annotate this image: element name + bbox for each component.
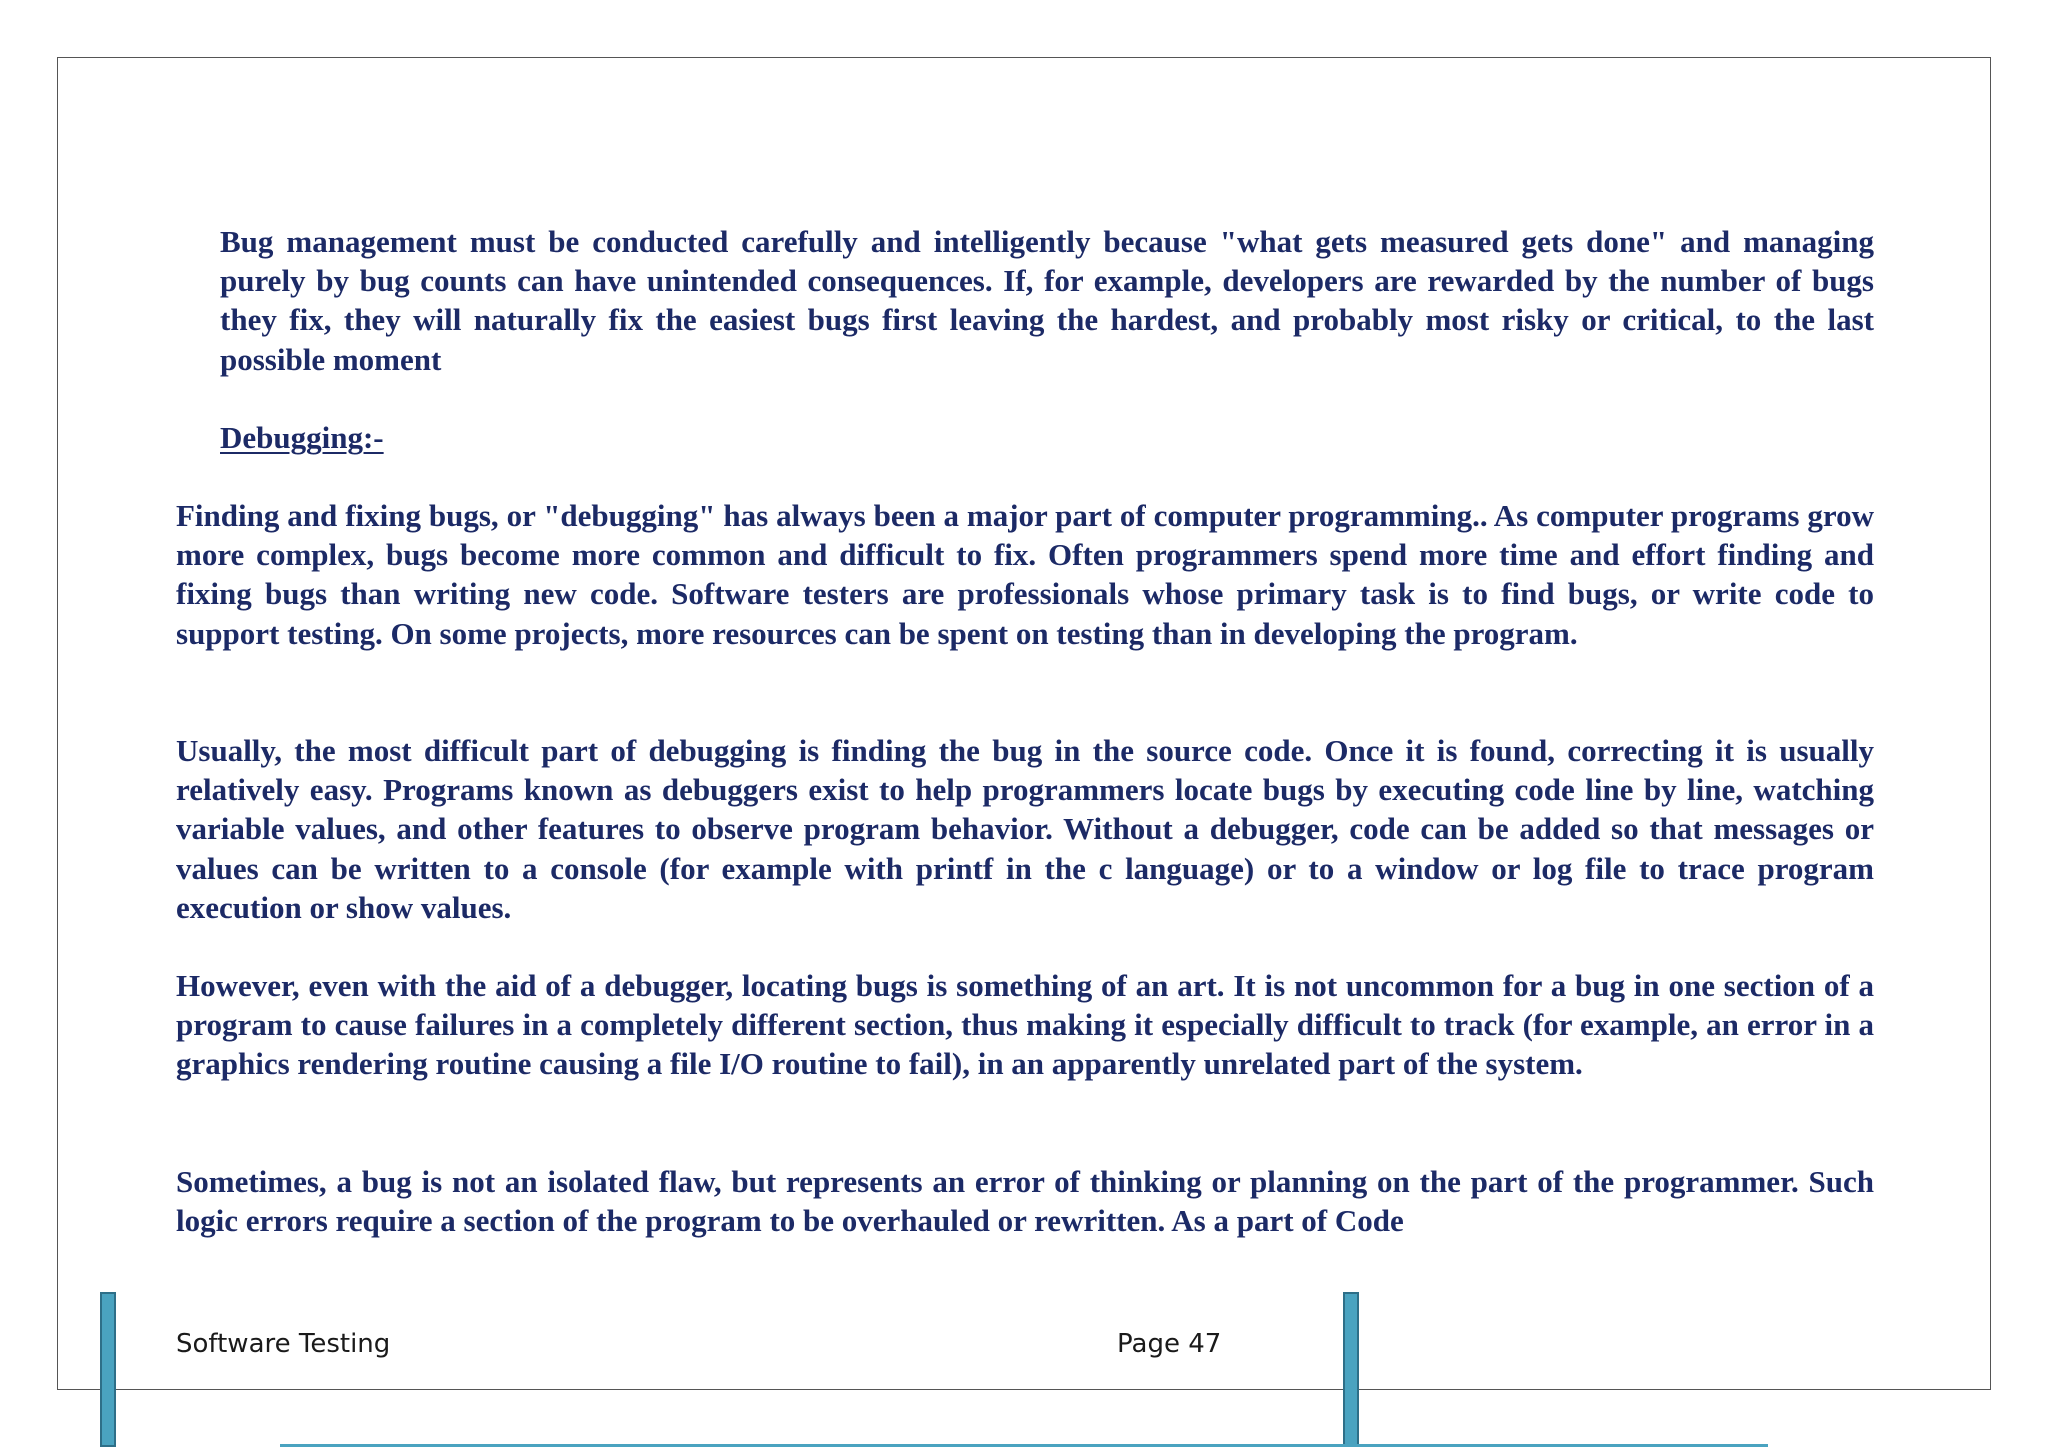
footer-document-title: Software Testing	[176, 1329, 391, 1359]
paragraph-finding-bugs: Finding and fixing bugs, or "debugging" has always been a major part of computer programming.. As computer programs grow more complex, bugs become more common and difficult to fix. Often programmers spend more time and effort finding and fixing bugs than writing new code. Software testers are professionals whose primary task is to find bugs, or write code to support testing. On some projects, more resources can be spent on testing than in developing the program.	[176, 498, 1874, 651]
footer-right-accent-bar	[1343, 1292, 1359, 1447]
paragraph-logic-errors: Sometimes, a bug is not an isolated flaw, but represents an error of thinking or planning on the part of the programmer. Such logic errors require a section of the program to be overhauled or rewritten. As a part of Code	[176, 1164, 1874, 1239]
footer-left-accent-bar	[100, 1292, 116, 1447]
paragraph-bug-management: Bug management must be conducted carefully and intelligently because "what gets measured gets done" and managing purely by bug counts can have unintended consequences. If, for example, developers are rewarded by the number of bugs they fix, they will naturally fix the easiest bugs first leaving the hardest, and probably most risky or critical, to the last possible moment	[220, 224, 1874, 377]
section-heading-debugging: Debugging:-	[220, 420, 384, 455]
footer-page-number: Page 47	[1117, 1329, 1222, 1359]
paragraph-locating-bugs: However, even with the aid of a debugger, locating bugs is something of an art. It is not uncommon for a bug in one section of a program to cause failures in a completely different section, thus making it especially difficult to track (for example, an error in a graphics rendering routine causing a file I/O routine to fail), in an apparently unrelated part of the system.	[176, 968, 1874, 1082]
paragraph-debuggers: Usually, the most difficult part of debugging is finding the bug in the source code. Once it is found, correcting it is usually relatively easy. Programs known as debuggers exist to help programmers locate bugs by executing code line by line, watching variable values, and other features to observe program behavior. Without a debugger, code can be added so that messages or values can be written to a console (for example with printf in the c language) or to a window or log file to trace program execution or show values.	[176, 733, 1874, 925]
